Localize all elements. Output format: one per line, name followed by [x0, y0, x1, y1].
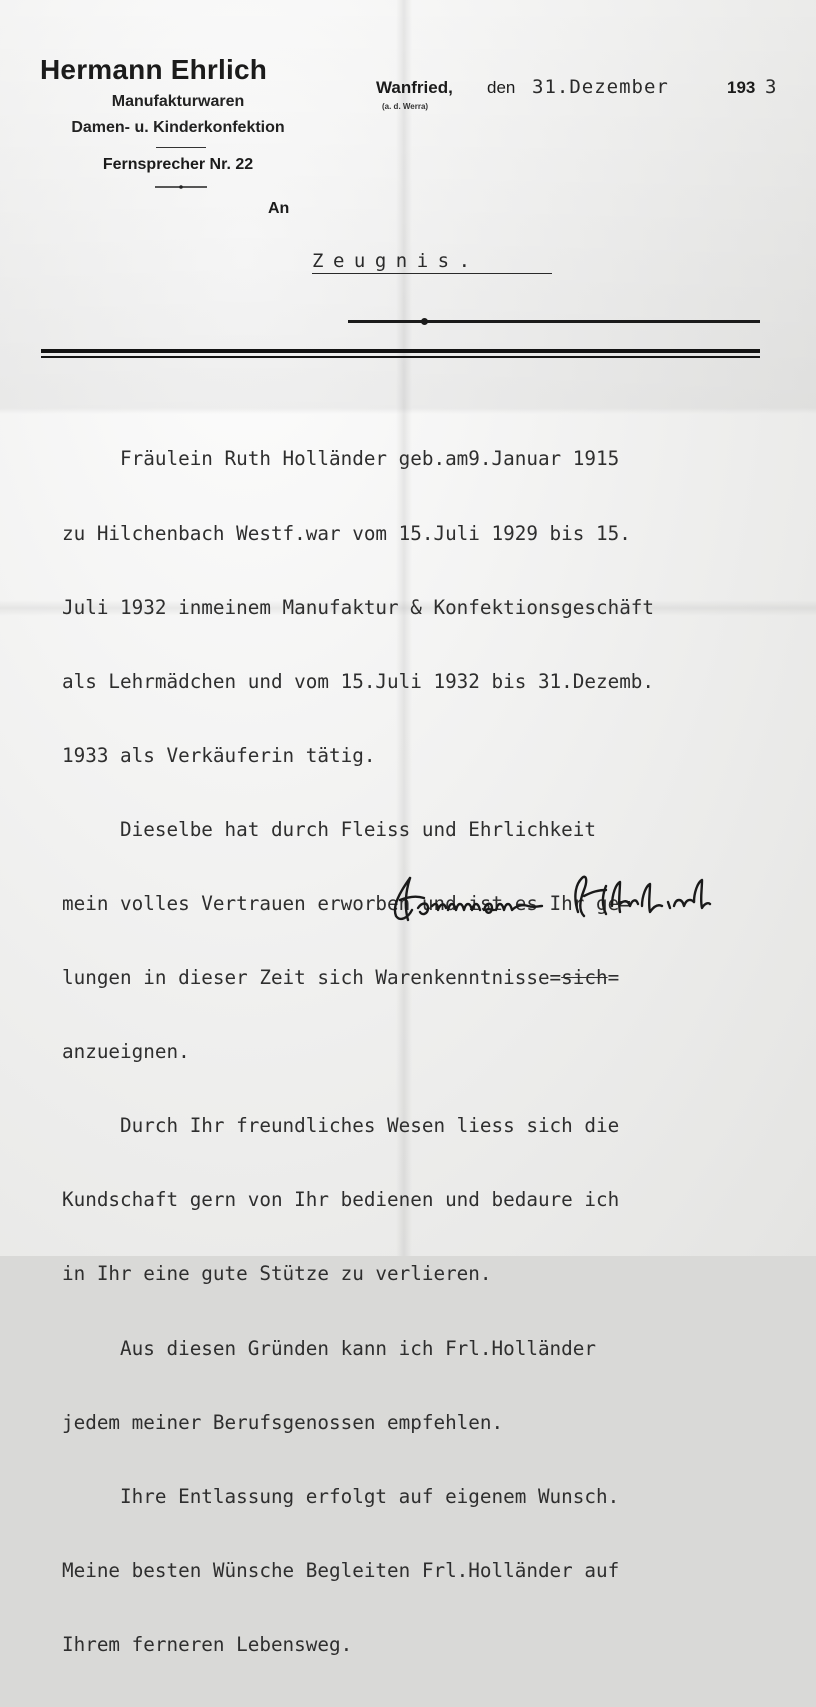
body-line: Dieselbe hat durch Fleiss und Ehrlichkeit: [62, 817, 596, 841]
letter-body: [62, 398, 802, 1707]
body-line: in Ihr eine gute Stütze zu verlieren.: [62, 1262, 492, 1286]
letterhead-phone: Fernsprecher Nr. 22: [102, 156, 254, 173]
letterhead-business-line: Damen- u. Kinderkonfektion: [71, 119, 285, 136]
handwritten-signature: [388, 866, 718, 932]
body-line: Durch Ihr freundliches Wesen liess sich die: [62, 1114, 620, 1138]
body-line: Juli 1932 inmeinem Manufaktur & Konfektionsgeschäft: [62, 595, 655, 619]
body-text-run: lungen in dieser Zeit sich Warenkenntnisse=: [62, 966, 562, 990]
letterhead-company-name: Hermann Ehrlich: [40, 54, 268, 85]
document-title: Zeugnis.: [312, 250, 552, 274]
body-line: zu Hilchenbach Westf.war vom 15.Juli 1929 bis 15.: [62, 521, 631, 545]
body-line: Fräulein Ruth Holländer geb.am9.Januar 1915: [62, 447, 620, 471]
date-prefix: den: [487, 78, 516, 97]
printed-year: 193: [727, 78, 756, 97]
typed-year-digit: 3: [765, 76, 777, 98]
letterhead-ornament: [155, 185, 207, 189]
body-line: Kundschaft gern von Ihr bedienen und bedaure ich: [62, 1188, 620, 1212]
struck-word: sich: [561, 966, 608, 990]
body-line: anzueignen.: [62, 1040, 190, 1064]
body-line: 1933 als Verkäuferin tätig.: [62, 743, 376, 767]
address-line-dot: [421, 318, 428, 325]
separator-thick: [41, 349, 760, 353]
letterhead-divider: [156, 147, 206, 148]
place-subtitle: (a. d. Werra): [382, 102, 429, 111]
body-line: Ihre Entlassung erfolgt auf eigenem Wunsch.: [62, 1484, 620, 1508]
place-name: Wanfried,: [376, 78, 453, 97]
letterhead-business-type: Manufakturwaren: [111, 93, 245, 110]
body-line: [62, 966, 802, 991]
body-line: als Lehrmädchen und vom 15.Juli 1932 bis 31.Dezemb.: [62, 669, 655, 693]
body-line: Ihrem ferneren Lebensweg.: [62, 1632, 353, 1656]
typed-date: 31.Dezember: [532, 76, 669, 98]
recipient-label: An: [268, 200, 290, 217]
body-text-run: =: [607, 966, 620, 990]
body-line: Aus diesen Gründen kann ich Frl.Holländer: [62, 1336, 596, 1360]
body-line: Meine besten Wünsche Begleiten Frl.Holländer auf: [62, 1558, 620, 1582]
address-line: [348, 320, 760, 323]
separator-thin: [41, 356, 760, 358]
body-line: jedem meiner Berufsgenossen empfehlen.: [62, 1410, 504, 1434]
body-line: mein volles Vertrauen erworben und ist es Ihr ge=: [62, 891, 631, 915]
